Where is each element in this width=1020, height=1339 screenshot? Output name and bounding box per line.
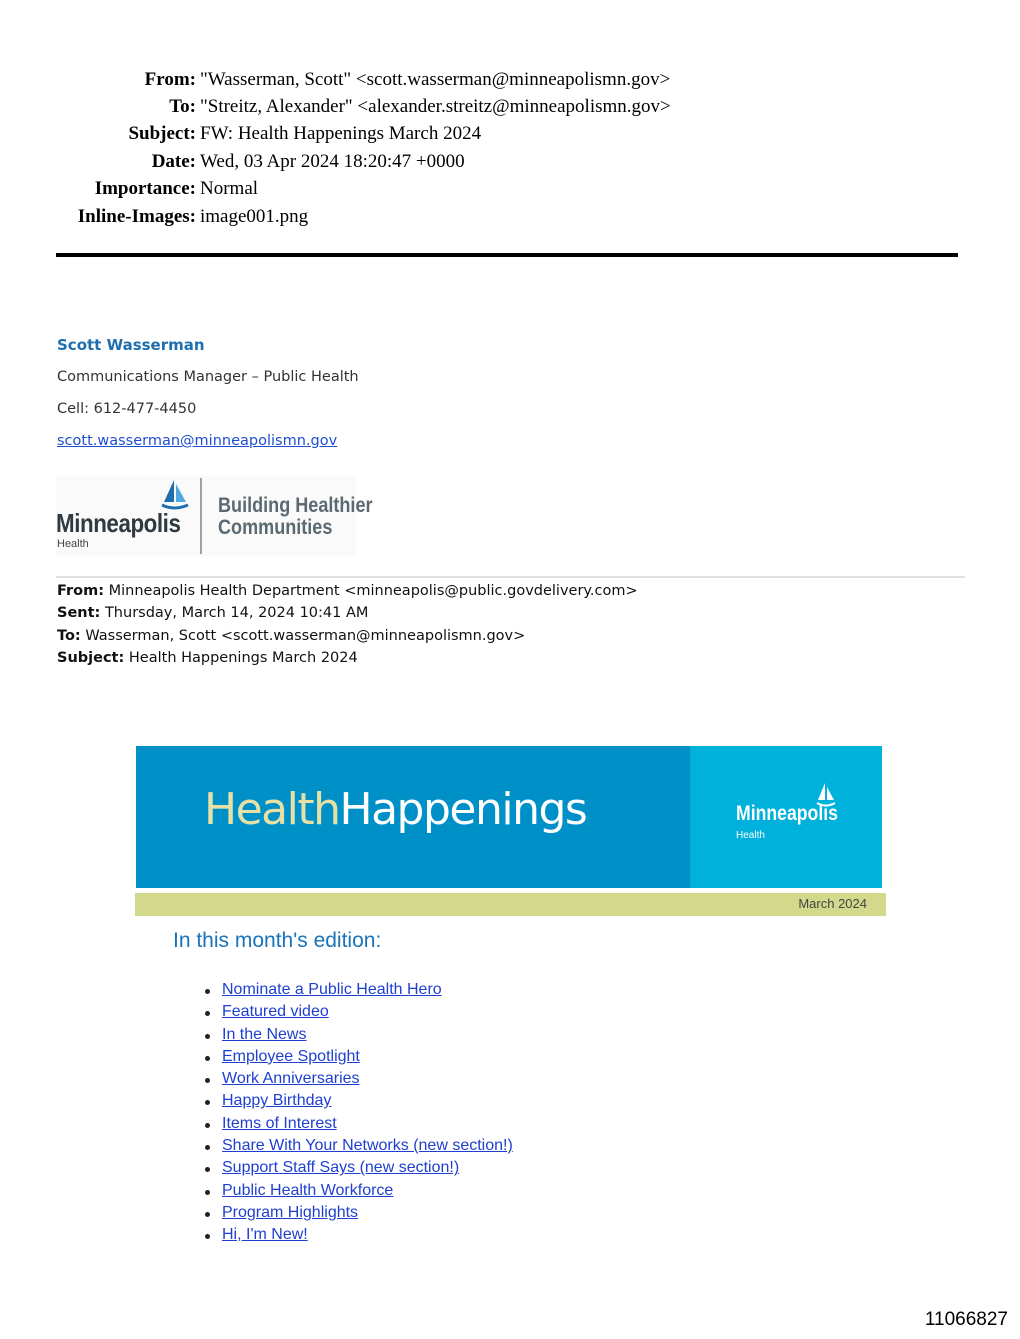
newsletter-title-part1: Health xyxy=(204,784,340,835)
logo-tagline-2: Communities xyxy=(218,516,333,539)
forwarded-subject xyxy=(57,650,358,666)
to-value: "Streitz, Alexander" <alexander.streitz@minneapolismn.gov> xyxy=(200,96,671,118)
signature-title: Communications Manager – Public Health xyxy=(57,369,359,385)
newsletter-date: March 2024 xyxy=(798,896,867,911)
toc-link[interactable]: Featured video xyxy=(222,1003,329,1021)
logo-tagline-1: Building Healthier xyxy=(218,494,373,517)
forwarded-to-label: To: xyxy=(57,628,81,644)
logo-subtitle: Health xyxy=(57,538,89,550)
banner-brand: Minneapolis xyxy=(736,802,838,825)
importance-label: Importance: xyxy=(94,178,196,200)
signature-name: Scott Wasserman xyxy=(57,336,205,354)
inline-images-label: Inline-Images: xyxy=(77,205,196,227)
forwarded-subject-value: Health Happenings March 2024 xyxy=(124,650,358,666)
minneapolis-health-logo xyxy=(56,476,373,556)
header-subject-row xyxy=(40,121,671,148)
from-label: From: xyxy=(144,68,196,90)
signature-cell: Cell: 612-477-4450 xyxy=(57,401,197,417)
forwarded-subject-label: Subject: xyxy=(57,650,125,666)
banner-brand-sub: Health xyxy=(736,830,765,841)
toc-link[interactable]: In the News xyxy=(222,1025,307,1043)
toc-link[interactable]: Nominate a Public Health Hero xyxy=(222,981,442,998)
header-divider xyxy=(56,253,958,257)
newsletter-banner xyxy=(136,746,882,888)
forwarded-to xyxy=(57,628,525,644)
forwarded-sent-label: Sent: xyxy=(57,605,101,621)
to-label: To: xyxy=(169,96,196,118)
header-from-row xyxy=(40,66,671,93)
edition-heading: In this month's edition: xyxy=(173,929,382,952)
logo-wordmark: Minneapolis xyxy=(56,508,181,538)
document-number: 11066827 xyxy=(924,1309,1008,1330)
signature-email-link[interactable]: scott.wasserman@minneapolismn.gov xyxy=(57,433,338,449)
toc-link[interactable]: Hi, I'm New! xyxy=(222,1226,308,1244)
toc-link[interactable]: Employee Spotlight xyxy=(222,1047,360,1065)
header-date-row xyxy=(40,148,671,175)
inline-images-value: image001.png xyxy=(200,205,309,227)
subject-value: FW: Health Happenings March 2024 xyxy=(200,123,482,145)
date-band xyxy=(135,893,886,916)
from-value: "Wasserman, Scott" <scott.wasserman@minneapolismn.gov> xyxy=(200,68,671,90)
date-label: Date: xyxy=(151,150,196,172)
forwarded-from-label: From: xyxy=(57,583,104,599)
forwarded-from xyxy=(57,583,638,599)
sailboat-logo-icon xyxy=(160,478,190,512)
logo-divider xyxy=(200,478,202,554)
banner-brand-panel xyxy=(690,746,882,888)
header-inline-images-row xyxy=(40,203,671,230)
header-importance-row xyxy=(40,176,671,203)
subject-label: Subject: xyxy=(128,123,196,145)
toc-link[interactable]: Program Highlights xyxy=(222,1203,359,1221)
forward-divider xyxy=(56,576,965,578)
toc-link[interactable]: Work Anniversaries xyxy=(222,1070,360,1088)
forwarded-from-value: Minneapolis Health Department <minneapolis@public.govdelivery.com> xyxy=(104,583,638,599)
toc-link[interactable]: Public Health Workforce xyxy=(222,1181,394,1199)
toc-link[interactable]: Support Staff Says (new section!) xyxy=(222,1159,460,1177)
newsletter-title-part2: Happenings xyxy=(339,784,587,835)
toc-link[interactable]: Happy Birthday xyxy=(222,1092,332,1110)
date-value: Wed, 03 Apr 2024 18:20:47 +0000 xyxy=(200,150,465,172)
forwarded-sent xyxy=(57,605,368,621)
toc-link[interactable]: Share With Your Networks (new section!) xyxy=(222,1137,513,1155)
forwarded-sent-value: Thursday, March 14, 2024 10:41 AM xyxy=(100,605,369,621)
header-to-row xyxy=(40,93,671,120)
forwarded-to-value: Wasserman, Scott <scott.wasserman@minneapolismn.gov> xyxy=(80,628,526,644)
email-header xyxy=(40,66,671,230)
newsletter-title xyxy=(204,784,586,835)
toc-link[interactable]: Items of Interest xyxy=(222,1114,337,1132)
importance-value: Normal xyxy=(200,178,259,200)
